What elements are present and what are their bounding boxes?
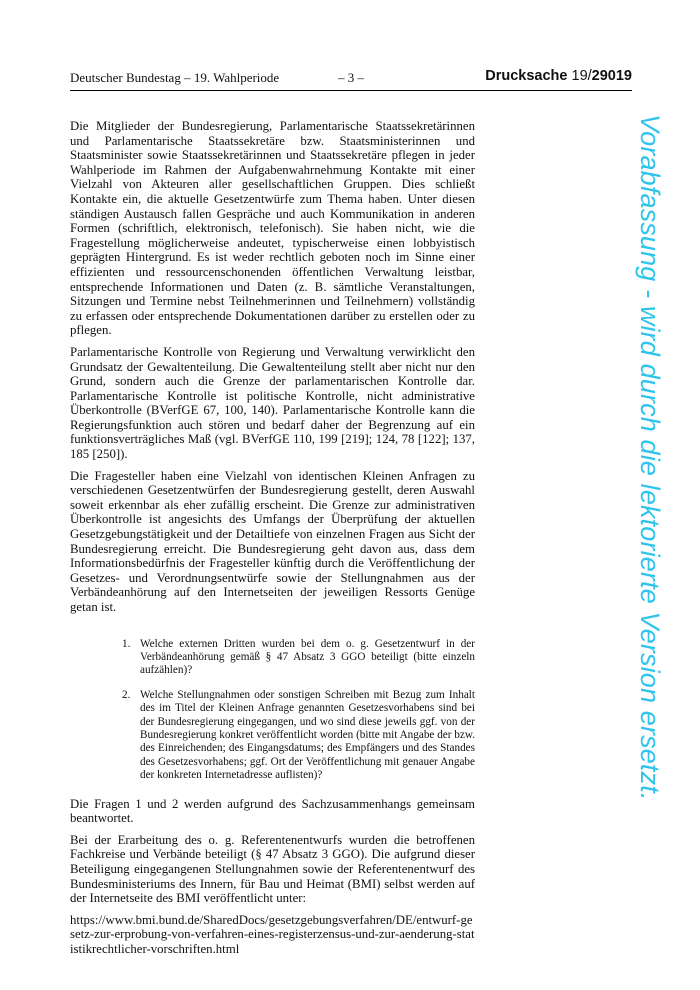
drucksache-word: Drucksache [485, 68, 568, 84]
document-body [70, 119, 475, 964]
question-text: Welche externen Dritten wurden bei dem o. g. Gesetzentwurf in der Verbändeanhörung gemäß § 47 Absatz 3 GGO beteiligt (bitte einzeln aufzählen)? [140, 637, 475, 677]
question-number: 1. [122, 637, 131, 650]
answer-paragraph: Die Fragen 1 und 2 werden aufgrund des Sachzusammenhangs gemeinsam beantwortet. [70, 796, 475, 826]
bmi-url-link[interactable]: https://www.bmi.bund.de/SharedDocs/gesetzgebungsverfahren/DE/entwurf-gesetz-zur-erprobung-von-verfahren-eines-registerzensus-und-zur-aenderung-statistikrechtlicher-vorschriften.html [70, 912, 475, 956]
page-number: – 3 – [338, 70, 364, 85]
header-divider [70, 90, 632, 91]
question-item [122, 689, 475, 783]
body-paragraph: Parlamentarische Kontrolle von Regierung und Verwaltung verwirklicht den Grundsatz der Gewaltenteilung. Die Gewaltenteilung stellt aber nicht nur den Grund, sondern auch die Grenze der parlamentarischen Kontrolle dar. Parlamentarische Kontrolle ist politische Kontrolle, nicht administrative Überkontrolle (BVerfGE 67, 100, 140). Parlamentarische Kontrolle kann die Regierungsfunktion auch stören und bedarf daher der Begrenzung auf ein funktionsverträgliches Maß (vgl. BVerfGE 110, 199 [219]; 124, 78 [122]; 137, 185 [250]). [70, 344, 475, 462]
drucksache-number-prefix: 19/ [571, 68, 592, 84]
answer-paragraph: Bei der Erarbeitung des o. g. Referentenentwurfs wurden die betroffenen Fachkreise und Verbände beteiligt (§ 47 Absatz 3 GGO). Die aufgrund dieser Beteiligung eingegangenen Stellungnahmen sowie der Referentenentwurf des Bundesministeriums des Innern, für Bau und Heimat (BMI) selbst werden auf der Internetseite des BMI veröffentlicht unter: [70, 832, 475, 906]
drucksache-label [485, 68, 632, 84]
body-paragraph: Die Fragesteller haben eine Vielzahl von identischen Kleinen Anfragen zu verschiedenen Gesetzentwürfen der Bundesregierung gestellt, deren Auswahl soweit erkennbar als eher zufällig erscheint. Die Grenze zur administrativen Überkontrolle ist angesichts des Umfangs der Überprüfung der aktuellen Gesetzgebungstätigkeit und der Detailtiefe von einzelnen Fragen aus Sicht der Bundesregierung erreicht. Die Bundesregierung geht davon aus, dass dem Informationsbedürfnis der Fragesteller künftig durch die Veröffentlichung der Gesetzes- und Verordnungsentwürfe sowie der Stellungnahmen aus der Verbändeanhörung auf den Internetseiten der jeweiligen Ressorts Genüge getan ist. [70, 468, 475, 614]
question-text: Welche Stellungnahmen oder sonstigen Schreiben mit Bezug zum Inhalt des im Titel der Kleinen Anfrage genannten Gesetzesvorhabens sind bei der Bundesregierung eingegangen, und wo sind diese jeweils ggf. von der Bundesregierung konkret veröffentlicht worden (bitte mit Angabe der bzw. des Einreichenden; des Eingangsdatums; des Empfängers und des Standes des Gesetzesvorhabens; ggf. Ort der Veröffentlichung mit genauer Angabe der konkreten Internetadresse auflisten)? [140, 688, 475, 782]
question-number: 2. [122, 688, 131, 701]
drucksache-number: 29019 [591, 68, 632, 84]
body-paragraph: Die Mitglieder der Bundesregierung, Parlamentarische Staatssekretärinnen und Parlamentarische Staatssekretäre bzw. Staatsministerinnen und Staatsminister sowie Staatssekretärinnen und Staatssekretäre pflegen in jeder Wahlperiode im Rahmen der Aufgabenwahrnehmung Kontakte mit einer Vielzahl von Akteuren aller gesellschaftlichen Gruppen. Dies schließt Kontakte ein, die aktuelle Gesetzentwürfe zum Thema haben. Unter diesen ständigen Austausch fallen Gespräche und auch Kommunikation in anderen Formen (schriftlich, elektronisch, telefonisch). Sie haben nicht, wie die Fragestellung möglicherweise andeutet, typischerweise einen lobbyistisch geprägten Hintergrund. Es ist weder rechtlich geboten noch im Sinne einer effizienten und ressourcenschonenden öffentlichen Verwaltung leistbar, entsprechende Informationen und Daten (z. B. sämtliche Veranstaltungen, Sitzungen und Termine nebst Teilnehmerinnen und Teilnehmern) vollständig zu erfassen oder entsprechende Dokumentationen darüber zu erstellen oder zu pflegen. [70, 119, 475, 338]
header-title: Deutscher Bundestag – 19. Wahlperiode [70, 70, 280, 85]
page-header [70, 70, 632, 90]
draft-watermark: Vorabfassung - wird durch die lektorierte Version ersetzt. [635, 114, 665, 801]
question-list [122, 638, 475, 783]
question-item [122, 638, 475, 678]
